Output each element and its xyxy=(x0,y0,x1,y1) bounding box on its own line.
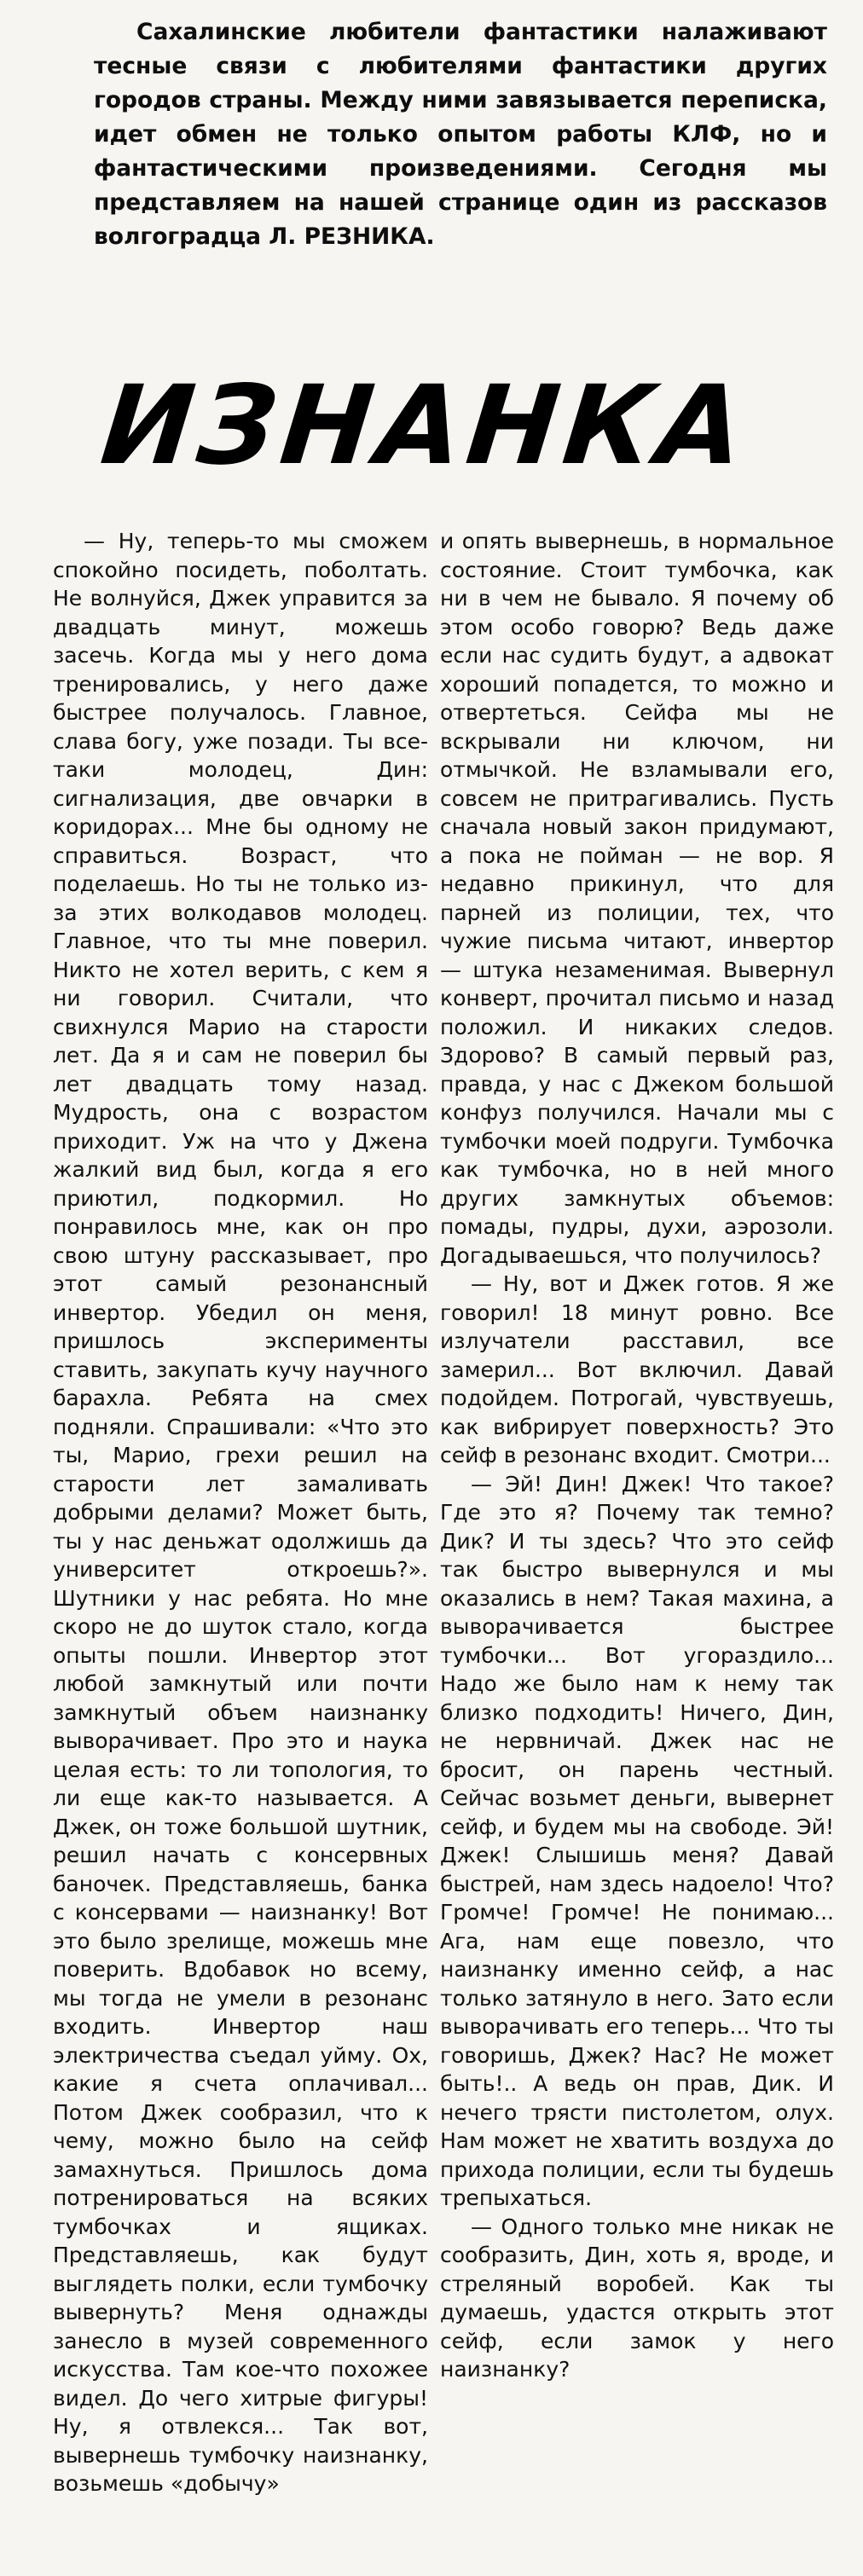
story-paragraph: — Эй! Дин! Джек! Что такое? Где это я? Почему так темно? Дик? И ты здесь? Что это сейф так быстро вывернулся и мы оказались в нем? Такая махина, а выворачивается быстрее тумбочки... Вот угораздило... Надо же было нам к нему так близко подходить! Ничего, Дин, не нервничай. Джек нас не бросит, он парень честный. Сейчас возьмет деньги, вывернет сейф, и будем мы на свободе. Эй! Джек! Слышишь меня? Давай быстрей, нам здесь надоело! Что? Громче! Громче! Не понимаю... Ага, нам еще повезло, что наизнанку именно сейф, а нас только затянуло в него. Зато если выворачивать его теперь... Что ты говоришь, Джек? Нас? Не может быть!.. А ведь он прав, Дик. И нечего трясти пистолетом, олух. Нам может не хватить воздуха до прихода полиции, если ты будешь трепыхаться. xyxy=(440,1471,834,2210)
story-title: ИЗНАНКА xyxy=(96,362,755,489)
story-paragraph: — Ну, теперь-то мы сможем спокойно посидеть, поболтать. Не волнуйся, Джек управится за двадцать минут, можешь засечь. Когда мы у него дома тренировались, у него даже быстрее получалось. Главное, слава богу, уже позади. Ты все-таки молодец, Дин: сигнализация, две овчарки в коридорах... Мне бы одному не справиться. Возраст, что поделаешь. Но ты не только из-за этих волкодавов молодец. Главное, что ты мне поверил. Никто не хотел верить, с кем я ни говорил. Считали, что свихнулся Марио на старости лет. Да я и сам не поверил бы лет двадцать тому назад. Мудрость, она с возрастом приходит. Уж на что у Джена жалкий вид был, когда я его приютил, подкормил. Но понравилось мне, как он про свою штуну рассказывает, про этот самый резонансный инвертор. Убедил он меня, пришлось эксперименты ставить, закупать кучу научного барахла. Ребята на смех подняли. Спрашивали: «Что это ты, Марио, грехи решил на старости лет замаливать добрыми делами? Может быть, ты у нас деньжат одолжишь да университет откроешь?». Шутники у нас ребята. Но мне скоро не до шуток стало, когда опыты пошли. Инвертор этот любой замкнутый или почти замкнутый объем наизнанку выворачивает. Про это и наука целая есть: то ли топология, то ли еще как-то называется. А Джек, он тоже большой шутник, решил начать с консервных баночек. Представляешь, банка с консервами — наизнанку! Вот это было зрелище, можешь мне поверить. Вдобавок но всему, мы тогда не умели в резонанс входить. Инвертор наш электричества съедал уйму. Ох, какие я счета оплачивал... Потом Джек сообразил, что к чему, можно было на сейф замахнуться. Пришлось дома потренироваться на всяких тумбочках и ящиках. Представляешь, как будут выглядеть полки, если тумбочку вывернуть? Меня однажды занесло в музей современного искусства. Там кое-что похожее видел. До чего хитрые фигуры! Ну, я отвлекся... Так вот, вывернешь тумбочку наизнанку, возьмешь «добычу» xyxy=(53,529,428,2496)
story-paragraph: и опять вывернешь, в нормальное состояние. Стоит тумбочка, как ни в чем не бывало. Я почему об этом особо говорю? Ведь даже если нас судить будут, а адвокат хороший попадется, то можно и отвертеться. Сейфа мы не вскрывали ни ключом, ни отмычкой. Не взламывали его, совсем не притрагивались. Пусть сначала новый закон придумают, а пока не пойман — не вор. Я недавно прикинул, что для парней из полиции, тех, что чужие письма читают, инвертор — штука незаменимая. Вывернул конверт, прочитал письмо и назад положил. И никаких следов. Здорово? В самый первый раз, правда, у нас с Джеком большой конфуз получился. Начали мы с тумбочки моей подруги. Тумбочка как тумбочка, но в ней много других замкнутых объемов: помады, пудры, духи, аэрозоли. Догадываешься, что получилось? xyxy=(440,529,834,1268)
article-column-right xyxy=(440,527,834,2569)
story-paragraph: — Одного только мне никак не сообразить, Дин, хоть я, вроде, и стреляный воробей. Как ты думаешь, удастся открыть этот сейф, если замок у него наизнанку? xyxy=(440,2214,834,2382)
article-column-left xyxy=(53,527,428,2569)
story-paragraph: — Ну, вот и Джек готов. Я же говорил! 18 минут ровно. Все излучатели расставил, все замерил... Вот включил. Давай подойдем. Потрогай, чувствуешь, как вибрирует поверхность? Это сейф в резонанс входит. Смотри... xyxy=(440,1271,834,1467)
intro-paragraph: Сахалинские любители фантастики налаживают тесные связи с любителями фантастики других городов страны. Между ними завязывается переписка, идет обмен не только опытом работы КЛФ, но и фантастическими произведениями. Сегодня мы представляем на нашей странице один из рассказов волгоградца Л. РЕЗНИКА. xyxy=(94,19,827,250)
